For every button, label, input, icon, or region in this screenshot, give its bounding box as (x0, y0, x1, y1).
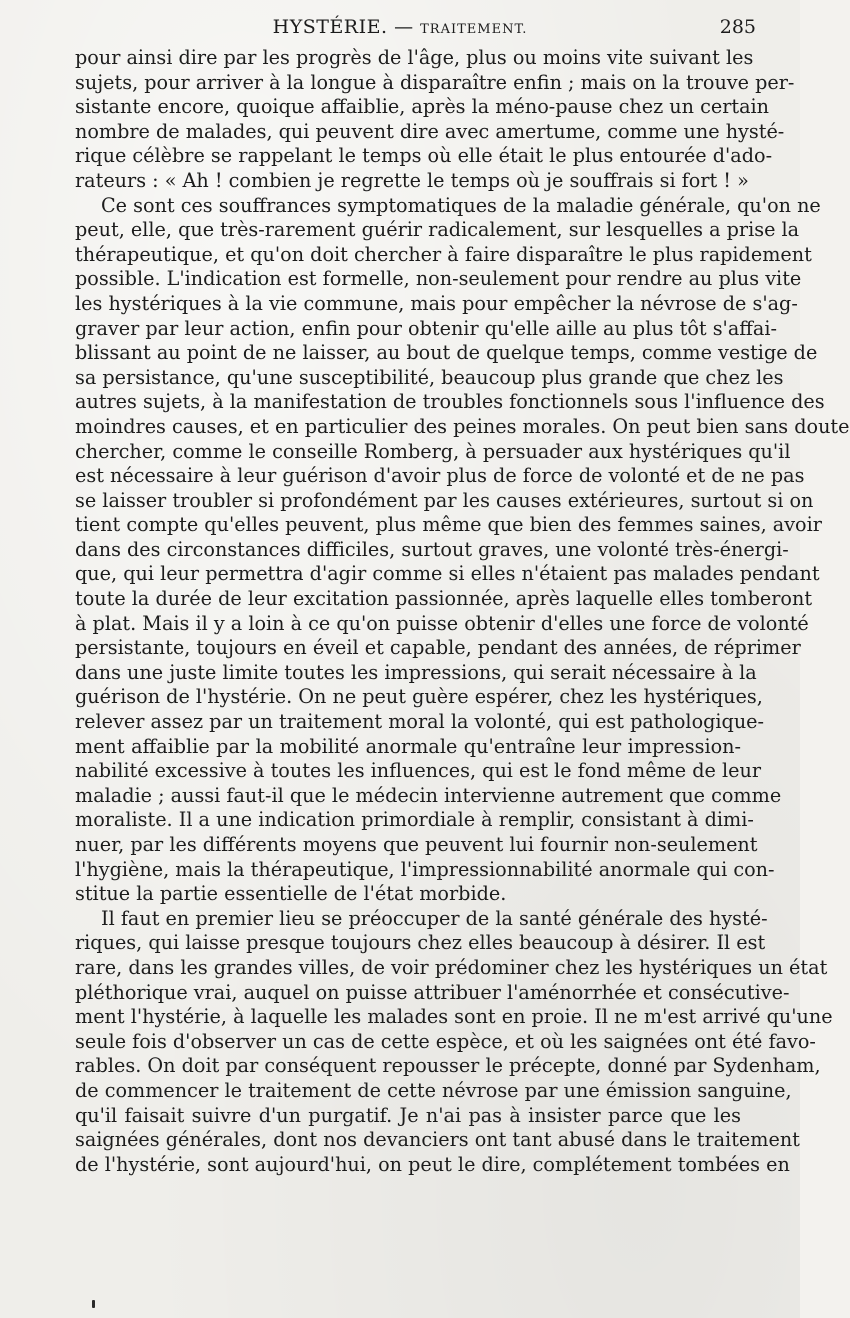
text-line: sujets, pour arriver à la longue à disparaître enfin ; mais on la trouve per- (75, 70, 795, 94)
text-line: seule fois d'observer un cas de cette espèce, et où les saignées ont été favo- (75, 1029, 816, 1053)
text-line: ment l'hystérie, à laquelle les malades sont en proie. Il ne m'est arrivé qu'une (75, 1005, 833, 1029)
text-line: dans une juste limite toutes les impressions, qui serait nécessaire à la (75, 660, 757, 684)
paragraph (75, 46, 795, 194)
text-line: dans des circonstances difficiles, surtout graves, une volonté très-énergi- (75, 537, 789, 561)
text-line: rateurs : « Ah ! combien je regrette le temps où je souffrais si fort ! » (75, 168, 749, 192)
text-line: toute la durée de leur excitation passionnée, après laquelle elles tomberont (75, 587, 813, 611)
text-line: peut, elle, que très-rarement guérir radicalement, sur lesquelles a prise la (75, 218, 800, 242)
text-line: relever assez par un traitement moral la volonté, qui est pathologique- (75, 710, 765, 734)
text-line: est nécessaire à leur guérison d'avoir plus de force de volonté et de ne pas (75, 464, 805, 488)
body-text (75, 46, 850, 1177)
paragraph (75, 193, 850, 907)
running-head (0, 12, 800, 42)
text-line: moraliste. Il a une indication primordiale à remplir, consistant à dimi- (75, 808, 754, 832)
text-line: nuer, par les différents moyens que peuvent lui fournir non-seulement (75, 833, 758, 856)
text-line: possible. L'indication est formelle, non-seulement pour rendre au plus vite (75, 267, 802, 291)
text-line: blissant au point de ne laisser, au bout de quelque temps, comme vestige de (75, 341, 818, 365)
text-line: nombre de malades, qui peuvent dire avec amertume, comme une hysté- (75, 119, 785, 143)
text-line: de l'hystérie, sont aujourd'hui, on peut le dire, complétement tombées en (75, 1152, 790, 1176)
text-line: stitue la partie essentielle de l'état morbide. (75, 882, 507, 906)
text-line: persistante, toujours en éveil et capable, pendant des années, de réprimer (75, 636, 801, 660)
page-number: 285 (719, 16, 756, 38)
text-line: riques, qui laisse presque toujours chez elles beaucoup à désirer. Il est (75, 931, 766, 955)
text-line: moindres causes, et en particulier des peines morales. On peut bien sans doute (75, 414, 850, 438)
text-line: thérapeutique, et qu'on doit chercher à faire disparaître le plus rapidement (75, 242, 812, 266)
text-line: sistante encore, quoique affaiblie, après la méno-pause chez un certain (75, 95, 770, 119)
text-line: rables. On doit par conséquent repousser le précepte, donné par Sydenham, (75, 1054, 821, 1078)
text-line: que, qui leur permettra d'agir comme si elles n'étaient pas malades pendant (75, 562, 820, 586)
text-line: pour ainsi dire par les progrès de l'âge, plus ou moins vite suivant les (75, 46, 754, 69)
paragraph (75, 906, 833, 1178)
print-speck (92, 1300, 95, 1308)
text-line: graver par leur action, enfin pour obtenir qu'elle aille au plus tôt s'affai- (75, 316, 777, 340)
header-title: HYSTÉRIE. (272, 16, 388, 38)
text-line: nabilité excessive à toutes les influences, qui est le fond même de leur (75, 759, 761, 783)
text-line: rique célèbre se rappelant le temps où elle était le plus entourée d'ado- (75, 144, 773, 168)
text-line: tient compte qu'elles peuvent, plus même que bien des femmes saines, avoir (75, 513, 822, 537)
text-line: ment affaiblie par la mobilité anormale qu'entraîne leur impression- (75, 734, 741, 758)
text-line: chercher, comme le conseille Romberg, à persuader aux hystériques qu'il (75, 439, 791, 463)
text-line: maladie ; aussi faut-il que le médecin intervienne autrement que comme (75, 783, 782, 807)
header-section: TRAITEMENT. (420, 22, 528, 37)
text-line: qu'il faisait suivre d'un purgatif. Je n'ai pas à insister parce que les (75, 1103, 741, 1127)
header-separator: — (394, 16, 414, 38)
text-line: sa persistance, qu'une susceptibilité, beaucoup plus grande que chez les (75, 365, 784, 389)
text-line: pléthorique vrai, auquel on puisse attribuer l'aménorrhée et consécutive- (75, 980, 790, 1004)
text-line: à plat. Mais il y a loin à ce qu'on puisse obtenir d'elles une force de volonté (75, 611, 809, 635)
text-line: de commencer le traitement de cette névrose par une émission sanguine, (75, 1078, 792, 1102)
text-line: Ce sont ces souffrances symptomatiques de la maladie générale, qu'on ne (101, 193, 821, 217)
text-line: Il faut en premier lieu se préoccuper de la santé générale des hysté- (101, 906, 768, 930)
text-line: rare, dans les grandes villes, de voir prédominer chez les hystériques un état (75, 955, 828, 979)
text-line: guérison de l'hystérie. On ne peut guère espérer, chez les hystériques, (75, 685, 763, 709)
text-line: l'hygiène, mais la thérapeutique, l'impressionnabilité anormale qui con- (75, 857, 775, 881)
text-line: autres sujets, à la manifestation de troubles fonctionnels sous l'influence des (75, 390, 825, 414)
text-line: saignées générales, dont nos devanciers ont tant abusé dans le traitement (75, 1128, 800, 1152)
running-title (0, 16, 800, 38)
text-line: se laisser troubler si profondément par les causes extérieures, surtout si on (75, 488, 814, 512)
text-line: les hystériques à la vie commune, mais pour empêcher la névrose de s'ag- (75, 291, 798, 315)
